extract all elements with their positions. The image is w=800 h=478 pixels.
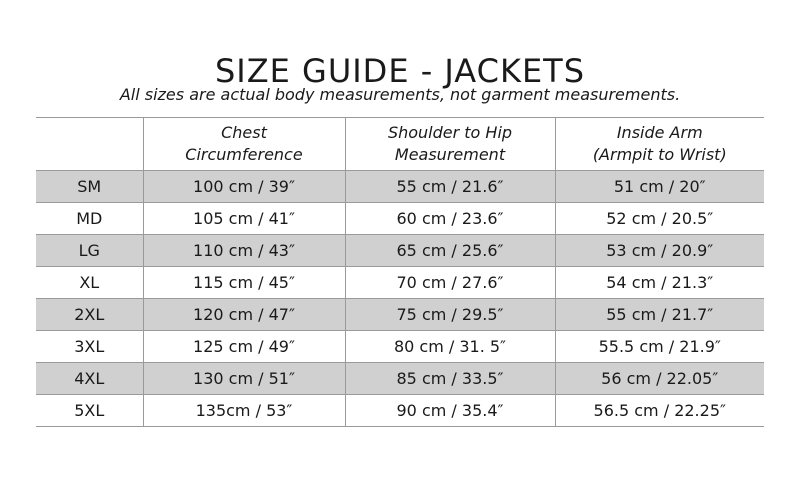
size-cell: 4XL — [36, 363, 143, 395]
shoulder-cell: 75 cm / 29.5″ — [345, 299, 555, 331]
header-arm-line1: Inside Arm — [616, 123, 703, 142]
chest-cell: 105 cm / 41″ — [143, 203, 345, 235]
header-shoulder-line2: Measurement — [394, 145, 506, 164]
size-table — [36, 117, 764, 427]
shoulder-cell: 60 cm / 23.6″ — [345, 203, 555, 235]
size-cell: 2XL — [36, 299, 143, 331]
shoulder-cell: 55 cm / 21.6″ — [345, 171, 555, 203]
chest-cell: 125 cm / 49″ — [143, 331, 345, 363]
header-shoulder-to-hip — [345, 118, 555, 171]
header-chest-line2: Circumference — [185, 145, 303, 164]
table-row — [36, 235, 764, 267]
shoulder-cell: 85 cm / 33.5″ — [345, 363, 555, 395]
table-row — [36, 331, 764, 363]
size-cell: MD — [36, 203, 143, 235]
size-cell: SM — [36, 171, 143, 203]
arm-cell: 52 cm / 20.5″ — [555, 203, 764, 235]
size-cell: XL — [36, 267, 143, 299]
table-row — [36, 299, 764, 331]
table-row — [36, 203, 764, 235]
shoulder-cell: 65 cm / 25.6″ — [345, 235, 555, 267]
arm-cell: 56 cm / 22.05″ — [555, 363, 764, 395]
table-row — [36, 363, 764, 395]
chest-cell: 100 cm / 39″ — [143, 171, 345, 203]
size-cell: LG — [36, 235, 143, 267]
chest-cell: 120 cm / 47″ — [143, 299, 345, 331]
header-chest — [143, 118, 345, 171]
size-cell: 5XL — [36, 395, 143, 427]
arm-cell: 55 cm / 21.7″ — [555, 299, 764, 331]
table-row — [36, 171, 764, 203]
page-title: SIZE GUIDE - JACKETS — [214, 52, 586, 91]
chest-cell: 130 cm / 51″ — [143, 363, 345, 395]
header-chest-line1: Chest — [221, 123, 267, 142]
header-size — [36, 118, 143, 171]
table-row — [36, 395, 764, 427]
arm-cell: 51 cm / 20″ — [555, 171, 764, 203]
table-row — [36, 267, 764, 299]
page-subtitle: All sizes are actual body measurements, not garment measurements. — [119, 85, 681, 104]
chest-cell: 110 cm / 43″ — [143, 235, 345, 267]
header-arm-line2: (Armpit to Wrist) — [592, 145, 727, 164]
header-shoulder-line1: Shoulder to Hip — [387, 123, 513, 142]
arm-cell: 55.5 cm / 21.9″ — [555, 331, 764, 363]
arm-cell: 54 cm / 21.3″ — [555, 267, 764, 299]
header-inside-arm — [555, 118, 764, 171]
shoulder-cell: 80 cm / 31. 5″ — [345, 331, 555, 363]
arm-cell: 53 cm / 20.9″ — [555, 235, 764, 267]
chest-cell: 135cm / 53″ — [143, 395, 345, 427]
shoulder-cell: 90 cm / 35.4″ — [345, 395, 555, 427]
chest-cell: 115 cm / 45″ — [143, 267, 345, 299]
size-cell: 3XL — [36, 331, 143, 363]
arm-cell: 56.5 cm / 22.25″ — [555, 395, 764, 427]
header-row — [36, 118, 764, 171]
shoulder-cell: 70 cm / 27.6″ — [345, 267, 555, 299]
